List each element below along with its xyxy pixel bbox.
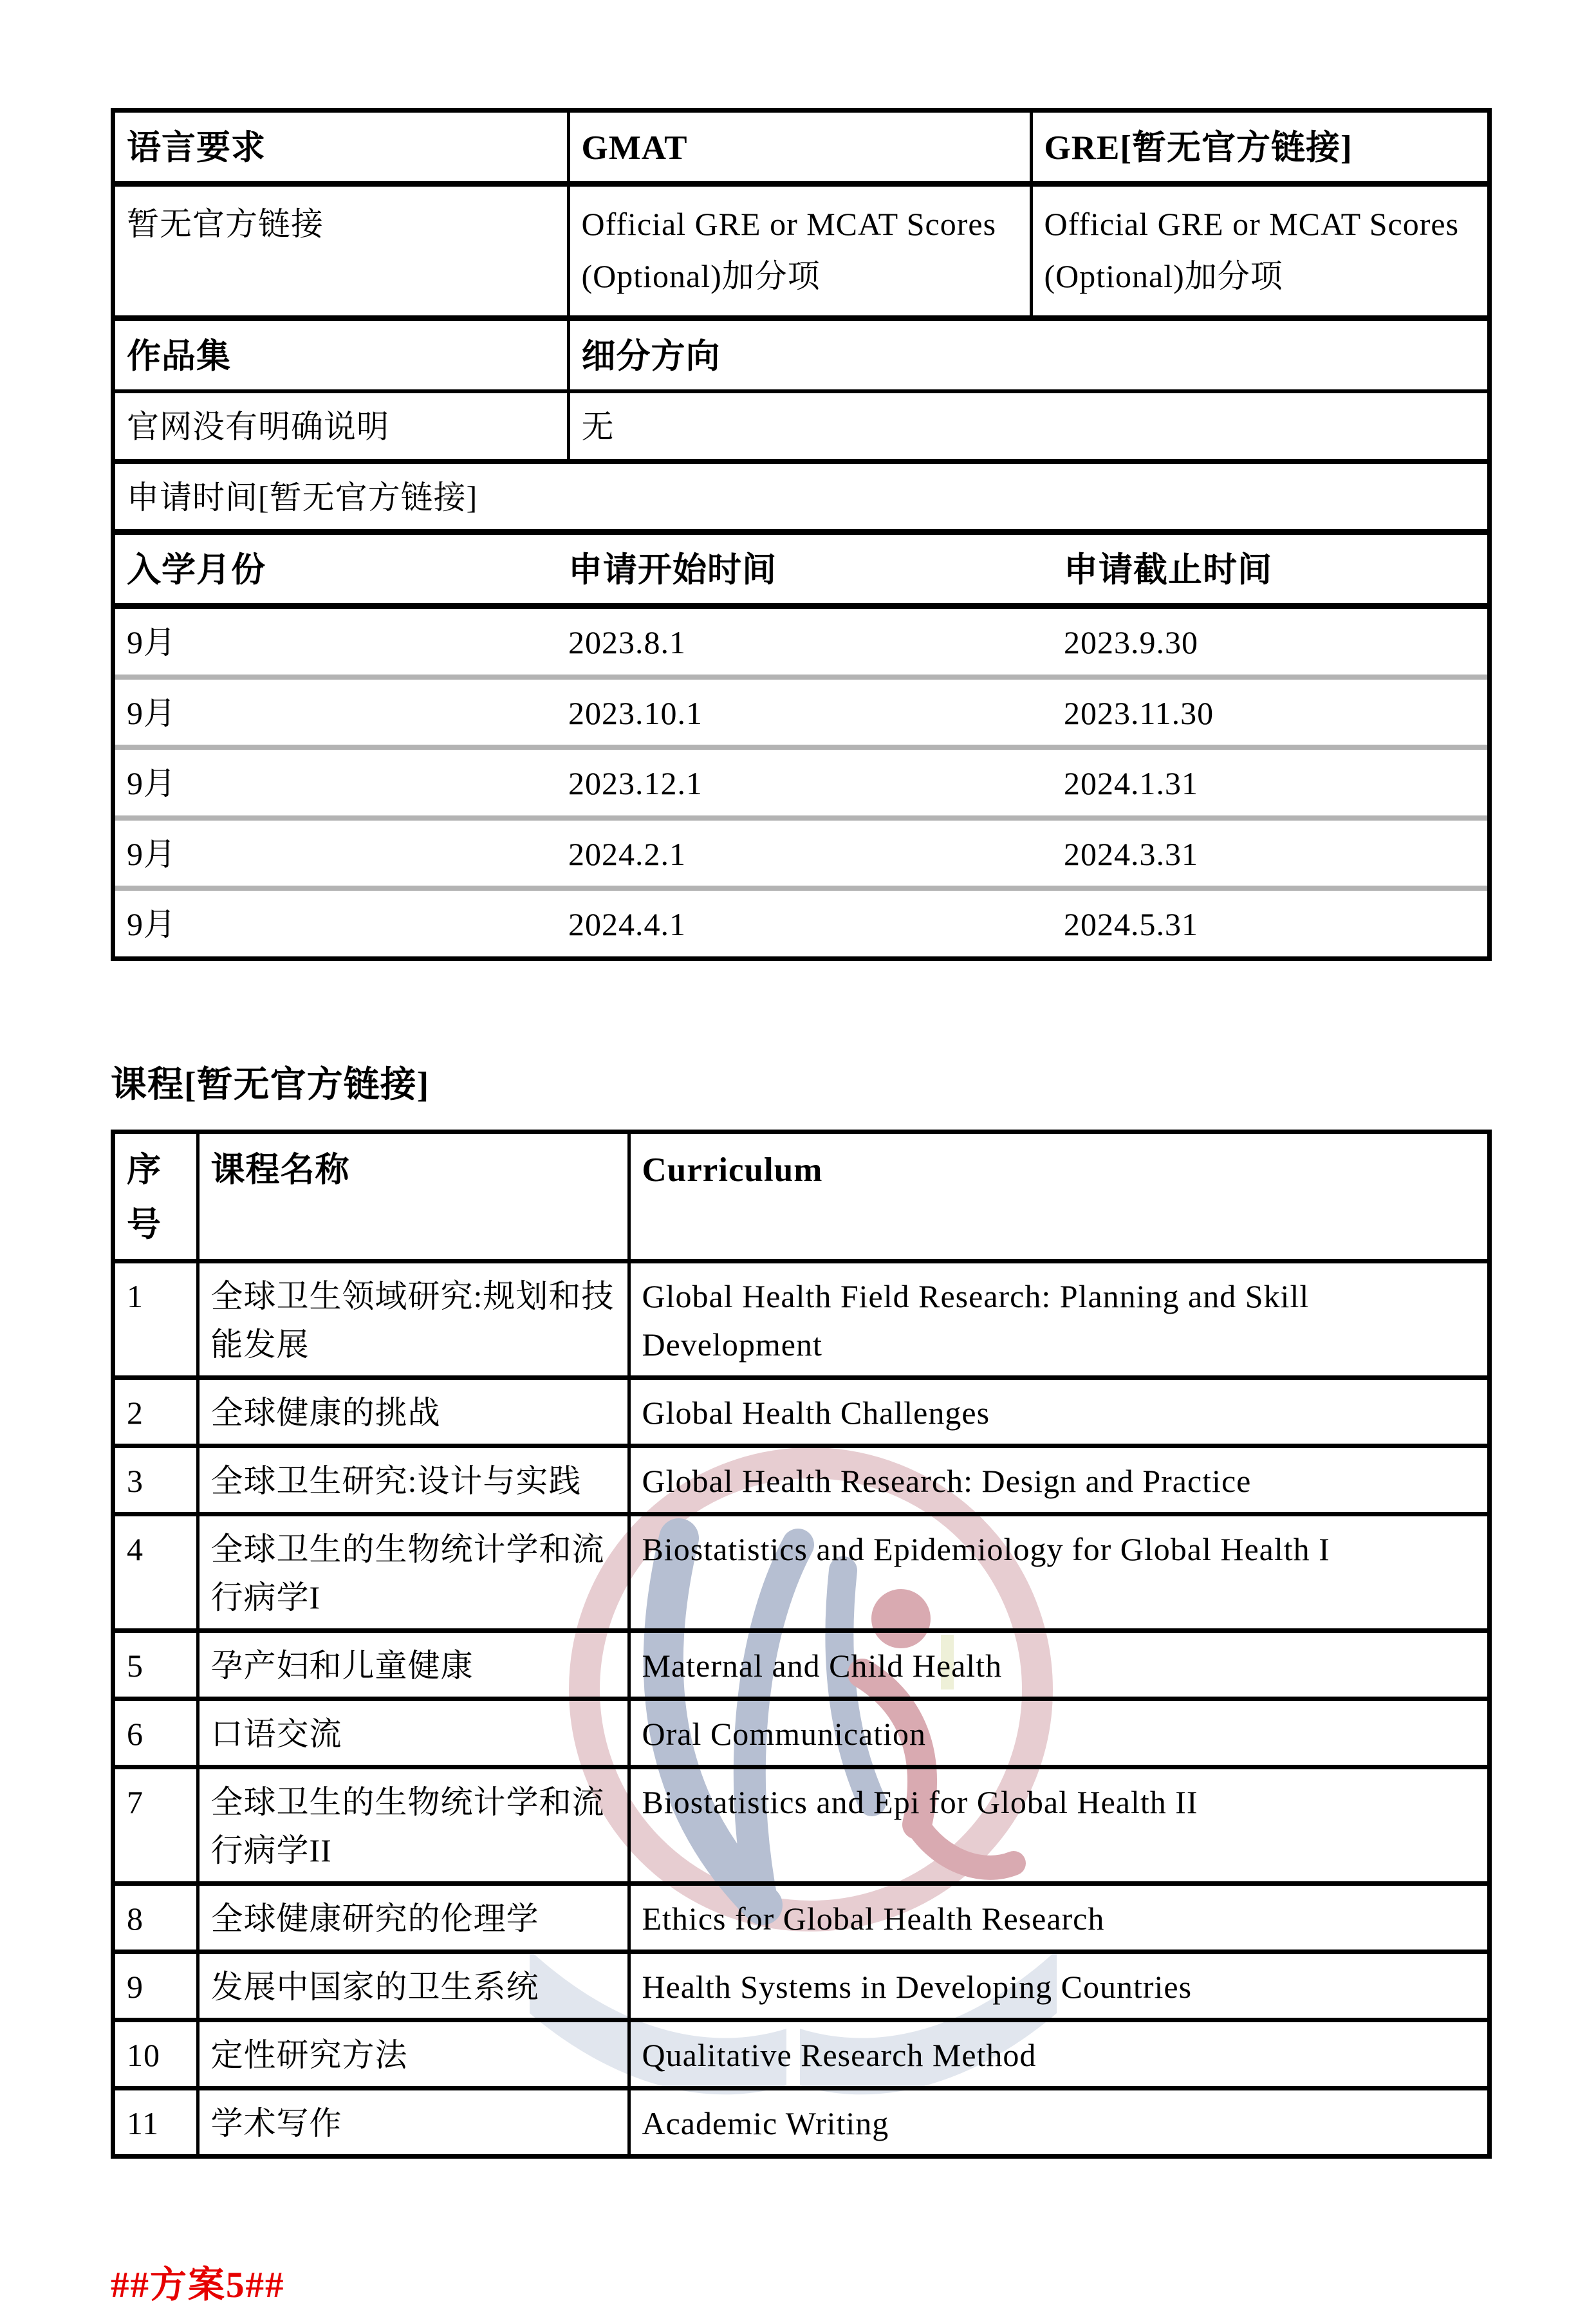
- subdivision-header: 细分方向: [568, 319, 1487, 392]
- course-index: 8: [115, 1883, 198, 1951]
- course-row: [115, 1446, 1487, 1514]
- enroll-month-cell: 9月: [115, 888, 568, 956]
- course-name-cn: 学术写作: [198, 2088, 629, 2154]
- course-row: [115, 1630, 1487, 1698]
- course-name-cn: 发展中国家的卫生系统: [198, 1951, 629, 2020]
- apply-time-label: 申请时间[暂无官方链接]: [127, 479, 478, 516]
- apply-deadline-header: 申请截止时间: [1064, 532, 1487, 606]
- course-row: [115, 2020, 1487, 2088]
- enroll-month-cell: 9月: [127, 624, 176, 661]
- apply-start-cell: 2023.10.1: [568, 677, 1064, 748]
- course-name-cn: 全球卫生的生物统计学和流行病学II: [198, 1767, 629, 1883]
- curriculum-header: Curriculum: [629, 1134, 1487, 1261]
- gre-header: GRE[暂无官方链接]: [1031, 113, 1487, 184]
- apply-deadline-cell: 2023.9.30: [1064, 624, 1198, 661]
- curriculum-table: [115, 1134, 1487, 2154]
- course-row: [115, 1883, 1487, 1951]
- plan-tag: ##方案5##: [111, 2264, 285, 2305]
- enroll-month-cell: 9月: [115, 747, 568, 818]
- apply-deadline-cell: 2023.11.30: [1064, 677, 1487, 748]
- course-row: [115, 1514, 1487, 1630]
- application-row: [115, 606, 1487, 677]
- course-name-en: Ethics for Global Health Research: [629, 1883, 1487, 1951]
- enroll-month-cell: 9月: [115, 677, 568, 748]
- course-row: [115, 1767, 1487, 1883]
- portfolio-header: 作品集: [115, 319, 568, 392]
- enroll-month-cell: 9月: [115, 818, 568, 889]
- info-links-row: [115, 184, 1487, 319]
- course-name-en: Biostatistics and Epi for Global Health II: [629, 1767, 1487, 1883]
- gmat-value: Official GRE or MCAT Scores (Optional)加分项: [568, 184, 1031, 319]
- curriculum-header-row: [115, 1134, 1487, 1261]
- info-table: [115, 113, 1487, 529]
- course-name-header: 课程名称: [198, 1134, 629, 1261]
- course-name-en: Oral Communication: [629, 1698, 1487, 1767]
- gmat-header: GMAT: [568, 113, 1031, 184]
- course-name-cn: 全球健康研究的伦理学: [198, 1883, 629, 1951]
- course-index: 6: [115, 1698, 198, 1767]
- website-note-row: [115, 391, 1487, 461]
- curriculum-block: [111, 1130, 1492, 2159]
- apply-start-cell: 2024.4.1: [568, 888, 1064, 956]
- subdivision-value: 无: [568, 391, 1487, 461]
- language-requirement-value: 暂无官方链接: [115, 184, 568, 319]
- application-row: [115, 888, 1487, 956]
- course-index: 7: [115, 1767, 198, 1883]
- course-name-cn: 口语交流: [198, 1698, 629, 1767]
- apply-deadline-cell: 2024.1.31: [1064, 747, 1487, 818]
- apply-deadline-cell: 2024.3.31: [1064, 818, 1487, 889]
- course-name-en: Global Health Research: Design and Practice: [629, 1446, 1487, 1514]
- application-table: [115, 529, 1487, 956]
- application-row: [115, 677, 1487, 748]
- course-index: 9: [115, 1951, 198, 2020]
- page-content: [111, 108, 1492, 2308]
- apply-start-cell: 2023.8.1: [568, 624, 686, 661]
- course-row: [115, 1698, 1487, 1767]
- apply-time-row: [115, 461, 1487, 530]
- application-row: [115, 818, 1487, 889]
- gre-value: Official GRE or MCAT Scores (Optional)加分项: [1031, 184, 1487, 319]
- info-header-row: [115, 113, 1487, 184]
- course-name-en: Qualitative Research Method: [629, 2020, 1487, 2088]
- course-name-en: Global Health Challenges: [629, 1377, 1487, 1446]
- apply-start-header: 申请开始时间: [568, 532, 1064, 606]
- courses-heading: 课程[暂无官方链接]: [111, 1065, 430, 1105]
- course-index: 4: [115, 1514, 198, 1630]
- application-header-row: [115, 532, 1487, 606]
- course-row: [115, 1951, 1487, 2020]
- course-row: [115, 1261, 1487, 1377]
- course-name-cn: 全球卫生研究:设计与实践: [198, 1446, 629, 1514]
- index-header: 序号: [115, 1134, 198, 1261]
- course-name-en: Biostatistics and Epidemiology for Global Health I: [629, 1514, 1487, 1630]
- course-index: 11: [115, 2088, 198, 2154]
- course-name-en: Health Systems in Developing Countries: [629, 1951, 1487, 2020]
- apply-start-cell: 2024.2.1: [568, 818, 1064, 889]
- course-name-cn: 全球卫生的生物统计学和流行病学I: [198, 1514, 629, 1630]
- language-requirement-header: 语言要求: [115, 113, 568, 184]
- course-name-cn: 定性研究方法: [198, 2020, 629, 2088]
- apply-start-cell: 2023.12.1: [568, 747, 1064, 818]
- course-index: 1: [115, 1261, 198, 1377]
- requirements-block: [111, 108, 1492, 961]
- course-name-en: Academic Writing: [642, 2105, 889, 2141]
- course-index: 3: [115, 1446, 198, 1514]
- course-index: 5: [115, 1630, 198, 1698]
- apply-deadline-cell: 2024.5.31: [1064, 888, 1487, 956]
- course-name-en: Maternal and Child Health: [629, 1630, 1487, 1698]
- course-name-cn: 孕产妇和儿童健康: [198, 1630, 629, 1698]
- course-row: [115, 2088, 1487, 2154]
- course-name-en: Global Health Field Research: Planning and Skill Development: [629, 1261, 1487, 1377]
- application-row: [115, 747, 1487, 818]
- portfolio-value: 官网没有明确说明: [115, 391, 568, 461]
- portfolio-header-row: [115, 319, 1487, 392]
- course-row: [115, 1377, 1487, 1446]
- course-index: 10: [115, 2020, 198, 2088]
- course-name-cn: 全球健康的挑战: [198, 1377, 629, 1446]
- course-index: 2: [115, 1377, 198, 1446]
- course-name-cn: 全球卫生领域研究:规划和技能发展: [198, 1261, 629, 1377]
- enroll-month-header: 入学月份: [115, 532, 568, 606]
